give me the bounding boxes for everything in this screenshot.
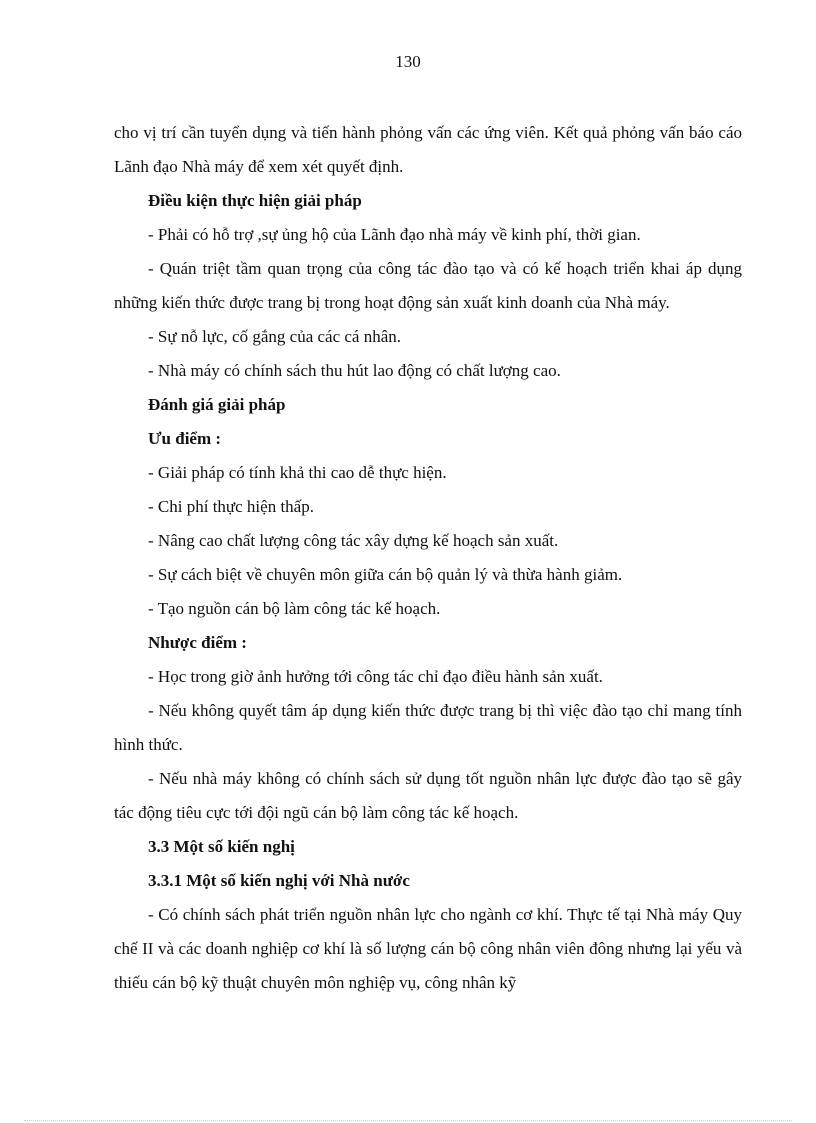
disadvantage-item: - Nếu không quyết tâm áp dụng kiến thức được trang bị thì việc đào tạo chỉ mang tính hình thức. <box>114 701 742 754</box>
section-heading-3-3-1: 3.3.1 Một số kiến nghị với Nhà nước <box>148 871 410 890</box>
condition-item: - Sự nỗ lực, cố gắng của các cá nhân. <box>148 327 402 346</box>
advantage-item: - Nâng cao chất lượng công tác xây dựng kế hoạch sản xuất. <box>148 531 559 550</box>
heading-solution-evaluation: Đánh giá giải pháp <box>148 395 286 414</box>
recommendation-item: - Có chính sách phát triển nguồn nhân lực cho ngành cơ khí. Thực tế tại Nhà máy Quy chế II và các doanh nghiệp cơ khí là số lượng cán bộ công nhân viên đông nhưng lại yếu và thiếu cán bộ kỹ thuật chuyên môn nghiệp vụ, công nhân kỹ <box>114 905 742 992</box>
heading-implementation-conditions: Điều kiện thực hiện giải pháp <box>148 191 362 210</box>
condition-item: - Nhà máy có chính sách thu hút lao động có chất lượng cao. <box>148 361 561 380</box>
heading-disadvantages: Nhược điểm : <box>148 633 247 652</box>
page-bottom-divider <box>24 1120 792 1121</box>
paragraph-continuation: cho vị trí cần tuyển dụng và tiến hành phỏng vấn các ứng viên. Kết quả phỏng vấn báo cáo Lãnh đạo Nhà máy để xem xét quyết định. <box>114 123 742 176</box>
section-heading-3-3: 3.3 Một số kiến nghị <box>148 837 295 856</box>
condition-item: - Quán triệt tầm quan trọng của công tác đào tạo và có kế hoạch triển khai áp dụng những kiến thức được trang bị trong hoạt động sản xuất kinh doanh của Nhà máy. <box>114 259 742 312</box>
disadvantage-item: - Nếu nhà máy không có chính sách sử dụng tốt nguồn nhân lực được đào tạo sẽ gây tác động tiêu cực tới đội ngũ cán bộ làm công tác kế hoạch. <box>114 769 742 822</box>
document-body <box>114 116 742 1000</box>
advantage-item: - Chi phí thực hiện thấp. <box>148 497 314 516</box>
advantage-item: - Tạo nguồn cán bộ làm công tác kế hoạch. <box>148 599 441 618</box>
heading-advantages: Ưu điểm : <box>148 429 222 448</box>
disadvantage-item: - Học trong giờ ảnh hưởng tới công tác chỉ đạo điều hành sản xuất. <box>148 667 603 686</box>
page-number: 130 <box>395 52 421 71</box>
advantage-item: - Sự cách biệt về chuyên môn giữa cán bộ quản lý và thừa hành giảm. <box>148 565 623 584</box>
advantage-item: - Giải pháp có tính khả thi cao dễ thực hiện. <box>148 463 447 482</box>
condition-item: - Phải có hỗ trợ ,sự ủng hộ của Lãnh đạo nhà máy về kinh phí, thời gian. <box>148 225 641 244</box>
